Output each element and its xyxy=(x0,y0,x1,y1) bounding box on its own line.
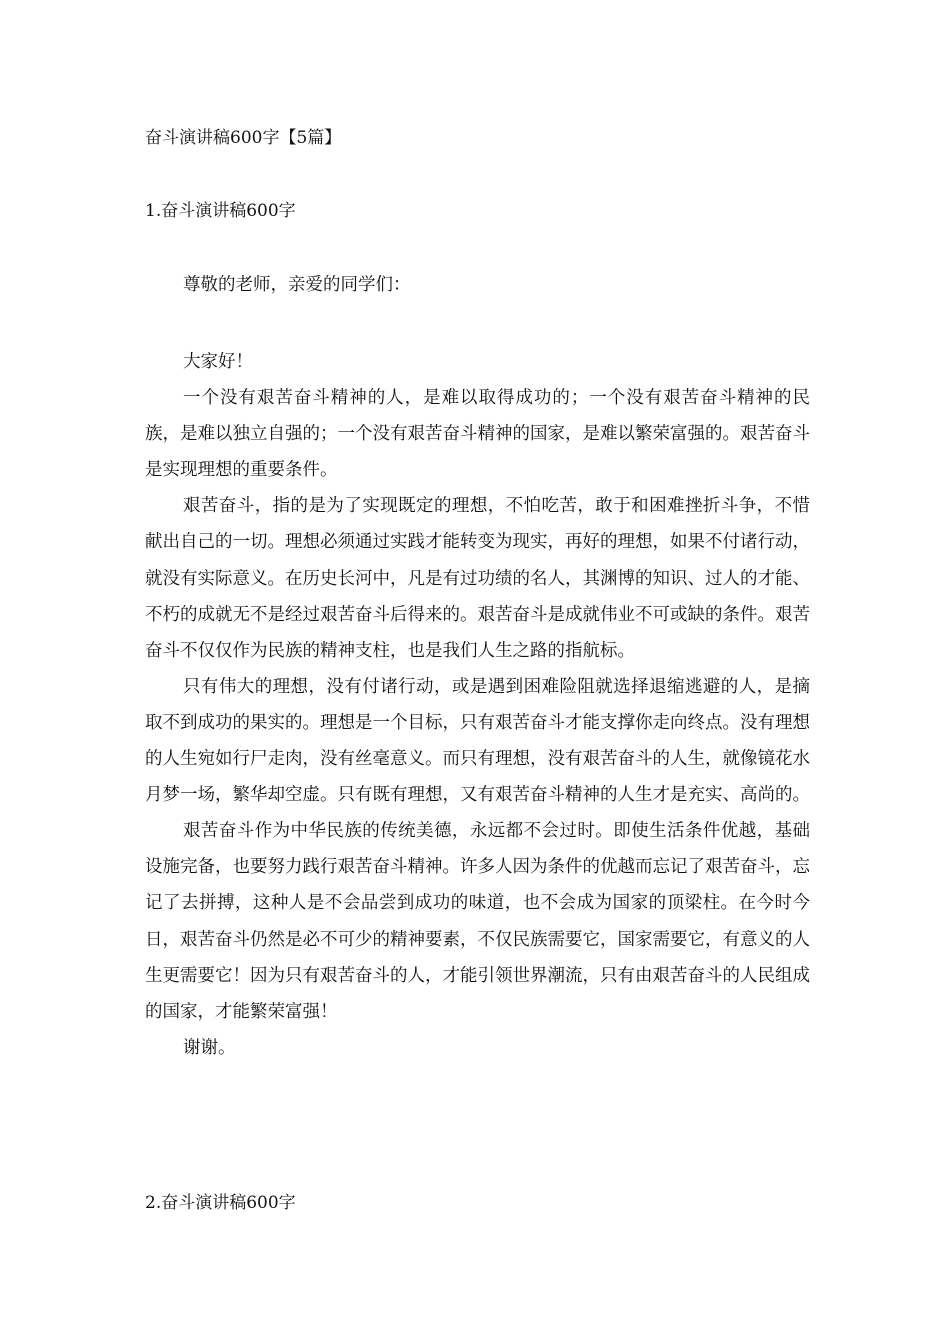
body-paragraph-2: 艰苦奋斗，指的是为了实现既定的理想，不怕吃苦，敢于和困难挫折斗争，不惜献出自己的一切。理想必须通过实践才能转变为现实，再好的理想，如果不付诸行动，就没有实际意义。在历史长河中，凡是有过功绩的名人，其渊博的知识、过人的才能、不朽的成就无不是经过艰苦奋斗后得来的。艰苦奋斗是成就伟业不可或缺的条件。艰苦奋斗不仅仅作为民族的精神支柱，也是我们人生之路的指航标。 xyxy=(145,496,810,661)
document-title: 奋斗演讲稿600字【5篇】 xyxy=(145,128,342,148)
body-paragraph-4: 艰苦奋斗作为中华民族的传统美德，永远都不会过时。即使生活条件优越，基础设施完备，也要努力践行艰苦奋斗精神。许多人因为条件的优越而忘记了艰苦奋斗，忘记了去拼搏，这种人是不会品尝到成功的味道，也不会成为国家的顶梁柱。在今时今日，艰苦奋斗仍然是必不可少的精神要素，不仅民族需要它，国家需要它，有意义的人生更需要它！因为只有艰苦奋斗的人，才能引领世界潮流，只有由艰苦奋斗的人民组成的国家，才能繁荣富强！ xyxy=(145,821,810,1022)
section-heading-1: 1.奋斗演讲稿600字 xyxy=(145,201,296,221)
salutation: 尊敬的老师，亲爱的同学们： xyxy=(183,275,411,295)
body-paragraph-3: 只有伟大的理想，没有付诸行动，或是遇到困难险阻就选择退缩逃避的人，是摘取不到成功的果实的。理想是一个目标，只有艰苦奋斗才能支撑你走向终点。没有理想的人生宛如行尸走肉，没有丝毫意义。而只有理想，没有艰苦奋斗的人生，就像镜花水月梦一场，繁华却空虚。只有既有理想，又有艰苦奋斗精神的人生才是充实、高尚的。 xyxy=(145,676,810,806)
closing-paragraph: 谢谢。 xyxy=(183,1037,236,1058)
speech-body xyxy=(145,344,810,1066)
greeting-paragraph: 大家好！ xyxy=(183,352,253,372)
section-heading-2: 2.奋斗演讲稿600字 xyxy=(145,1193,296,1213)
body-paragraph-1: 一个没有艰苦奋斗精神的人，是难以取得成功的；一个没有艰苦奋斗精神的民族，是难以独立自强的；一个没有艰苦奋斗精神的国家，是难以繁荣富强的。艰苦奋斗是实现理想的重要条件。 xyxy=(145,388,810,481)
